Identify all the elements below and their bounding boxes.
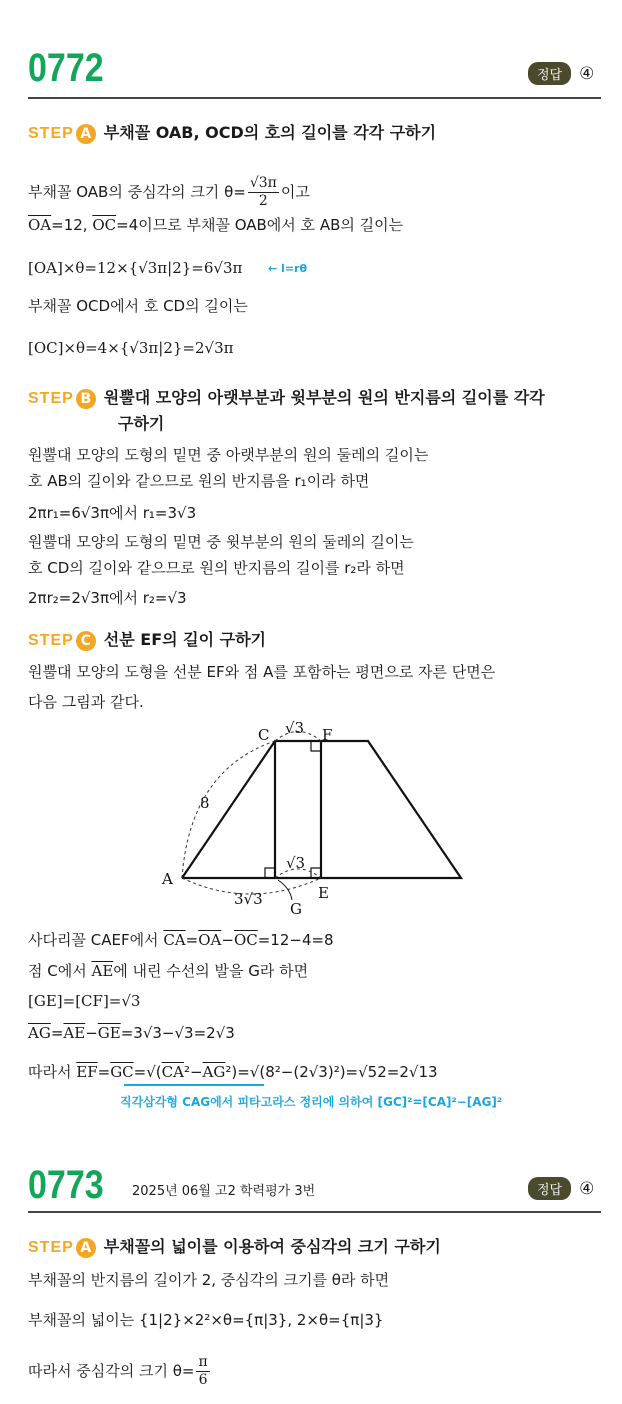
problem-number: 0772 xyxy=(28,46,104,90)
point-a: A xyxy=(162,870,173,888)
solution-line: 원뿔대 모양의 도형의 밑면 중 윗부분의 원의 둘레의 길이는 xyxy=(28,533,414,551)
answer-badge: 정답 xyxy=(528,62,571,85)
label-ge: √3 xyxy=(286,854,306,872)
step-b-heading-cont: 구하기 xyxy=(118,414,165,433)
trapezoid-diagram xyxy=(150,710,480,920)
solution-line: 원뿔대 모양의 도형을 선분 EF와 점 A를 포함하는 평면으로 자른 단면은 xyxy=(28,663,496,681)
answer-box xyxy=(528,1177,594,1200)
right-angle-mark xyxy=(265,868,275,878)
solution-line: 원뿔대 모양의 도형의 밑면 중 아랫부분의 원의 둘레의 길이는 xyxy=(28,446,429,464)
solution-line: 부채꼴의 넓이는 {1|2}×2²×θ={π|3}, 2×θ={π|3} xyxy=(28,1311,384,1329)
point-g: G xyxy=(290,900,302,918)
solution-line: 따라서 $\overline{EF}=\overline{GC}=√(\overline{CA}^2-\overline{AG}^2)=√(8^2-(2√3)^2)=√52=2√13$ xyxy=(28,1063,438,1081)
solution-line: [OA]×θ=12×{√3π|2}=6√3π xyxy=(28,259,243,277)
right-angle-mark xyxy=(311,741,321,751)
solution-line: 부채꼴 OCD에서 호 CD의 길이는 xyxy=(28,297,248,315)
step-c-heading: STEP C 선분 EF의 길이 구하기 xyxy=(28,630,267,649)
step-a-heading: STEP A 부채꼴의 넓이를 이용하여 중심각의 크기 구하기 xyxy=(28,1237,441,1256)
label-ag: 3√3 xyxy=(234,890,263,908)
step-b-heading: STEP B 원뿔대 모양의 아랫부분과 윗부분의 원의 반지름의 길이를 각각 xyxy=(28,388,545,407)
answer-value: ④ xyxy=(579,63,595,84)
solution-line: [GE]=[CF]=√3 xyxy=(28,992,141,1010)
solution-line: [OC]×θ=4×{√3π|2}=2√3π xyxy=(28,339,234,357)
solution-line: 부채꼴의 반지름의 길이가 2, 중심각의 크기를 θ라 하면 xyxy=(28,1271,390,1289)
solution-line: 사다리꼴 CAEF에서 $\overline{CA}=\overline{OA}-\overline{OC}=12-4=8$ xyxy=(28,931,334,949)
problem-source: 2025년 06월 고2 학력평가 3번 xyxy=(132,1184,316,1199)
problem-number: 0773 xyxy=(28,1163,104,1207)
highlight-underline xyxy=(124,1084,264,1086)
solution-line: 부채꼴 OAB의 중심각의 크기 θ= $\frac{√3\pi}{2}$ 이고 xyxy=(28,175,310,209)
answer-box xyxy=(528,62,594,85)
solution-line: 호 AB의 길이와 같으므로 원의 반지름을 r₁이라 하면 xyxy=(28,472,370,490)
solution-line: $\overline{AG}=\overline{AE}-\overline{GE}=3√3-√3=2√3$ xyxy=(28,1024,235,1042)
divider xyxy=(28,1211,601,1213)
point-c: C xyxy=(258,726,270,744)
solution-line: 2πr₂=2√3π에서 r₂=√3 xyxy=(28,589,187,607)
solution-line: 따라서 중심각의 크기 θ= $\frac{\pi}{6}$ xyxy=(28,1354,208,1388)
answer-badge: 정답 xyxy=(528,1177,571,1200)
pythagoras-annotation: 직각삼각형 CAG에서 피타고라스 정리에 의하여 [GC]²=[CA]²−[AG]² xyxy=(120,1095,503,1109)
solution-line: 호 CD의 길이와 같으므로 원의 반지름의 길이를 r₂라 하면 xyxy=(28,559,405,577)
label-ca: 8 xyxy=(200,794,210,812)
g-pointer xyxy=(278,880,292,900)
solution-line: $\overline{OA}=12$, $\overline{OC}=4$이므로 부채꼴 OAB에서 호 AB의 길이는 xyxy=(28,216,404,234)
answer-value: ④ xyxy=(579,1178,595,1199)
point-e: E xyxy=(318,884,329,902)
point-f: F xyxy=(322,726,333,744)
solution-line: 다음 그림과 같다. xyxy=(28,693,144,711)
step-a-heading: STEP A 부채꼴 OAB, OCD의 호의 길이를 각각 구하기 xyxy=(28,123,437,142)
solution-line: 2πr₁=6√3π에서 r₁=3√3 xyxy=(28,504,197,522)
solution-line: 점 C에서 $\overline{AE}$에 내린 수선의 발을 G라 하면 xyxy=(28,962,309,980)
divider xyxy=(28,97,601,99)
arc-length-annotation: ← l=rθ xyxy=(268,262,308,275)
label-cf: √3 xyxy=(285,719,305,737)
